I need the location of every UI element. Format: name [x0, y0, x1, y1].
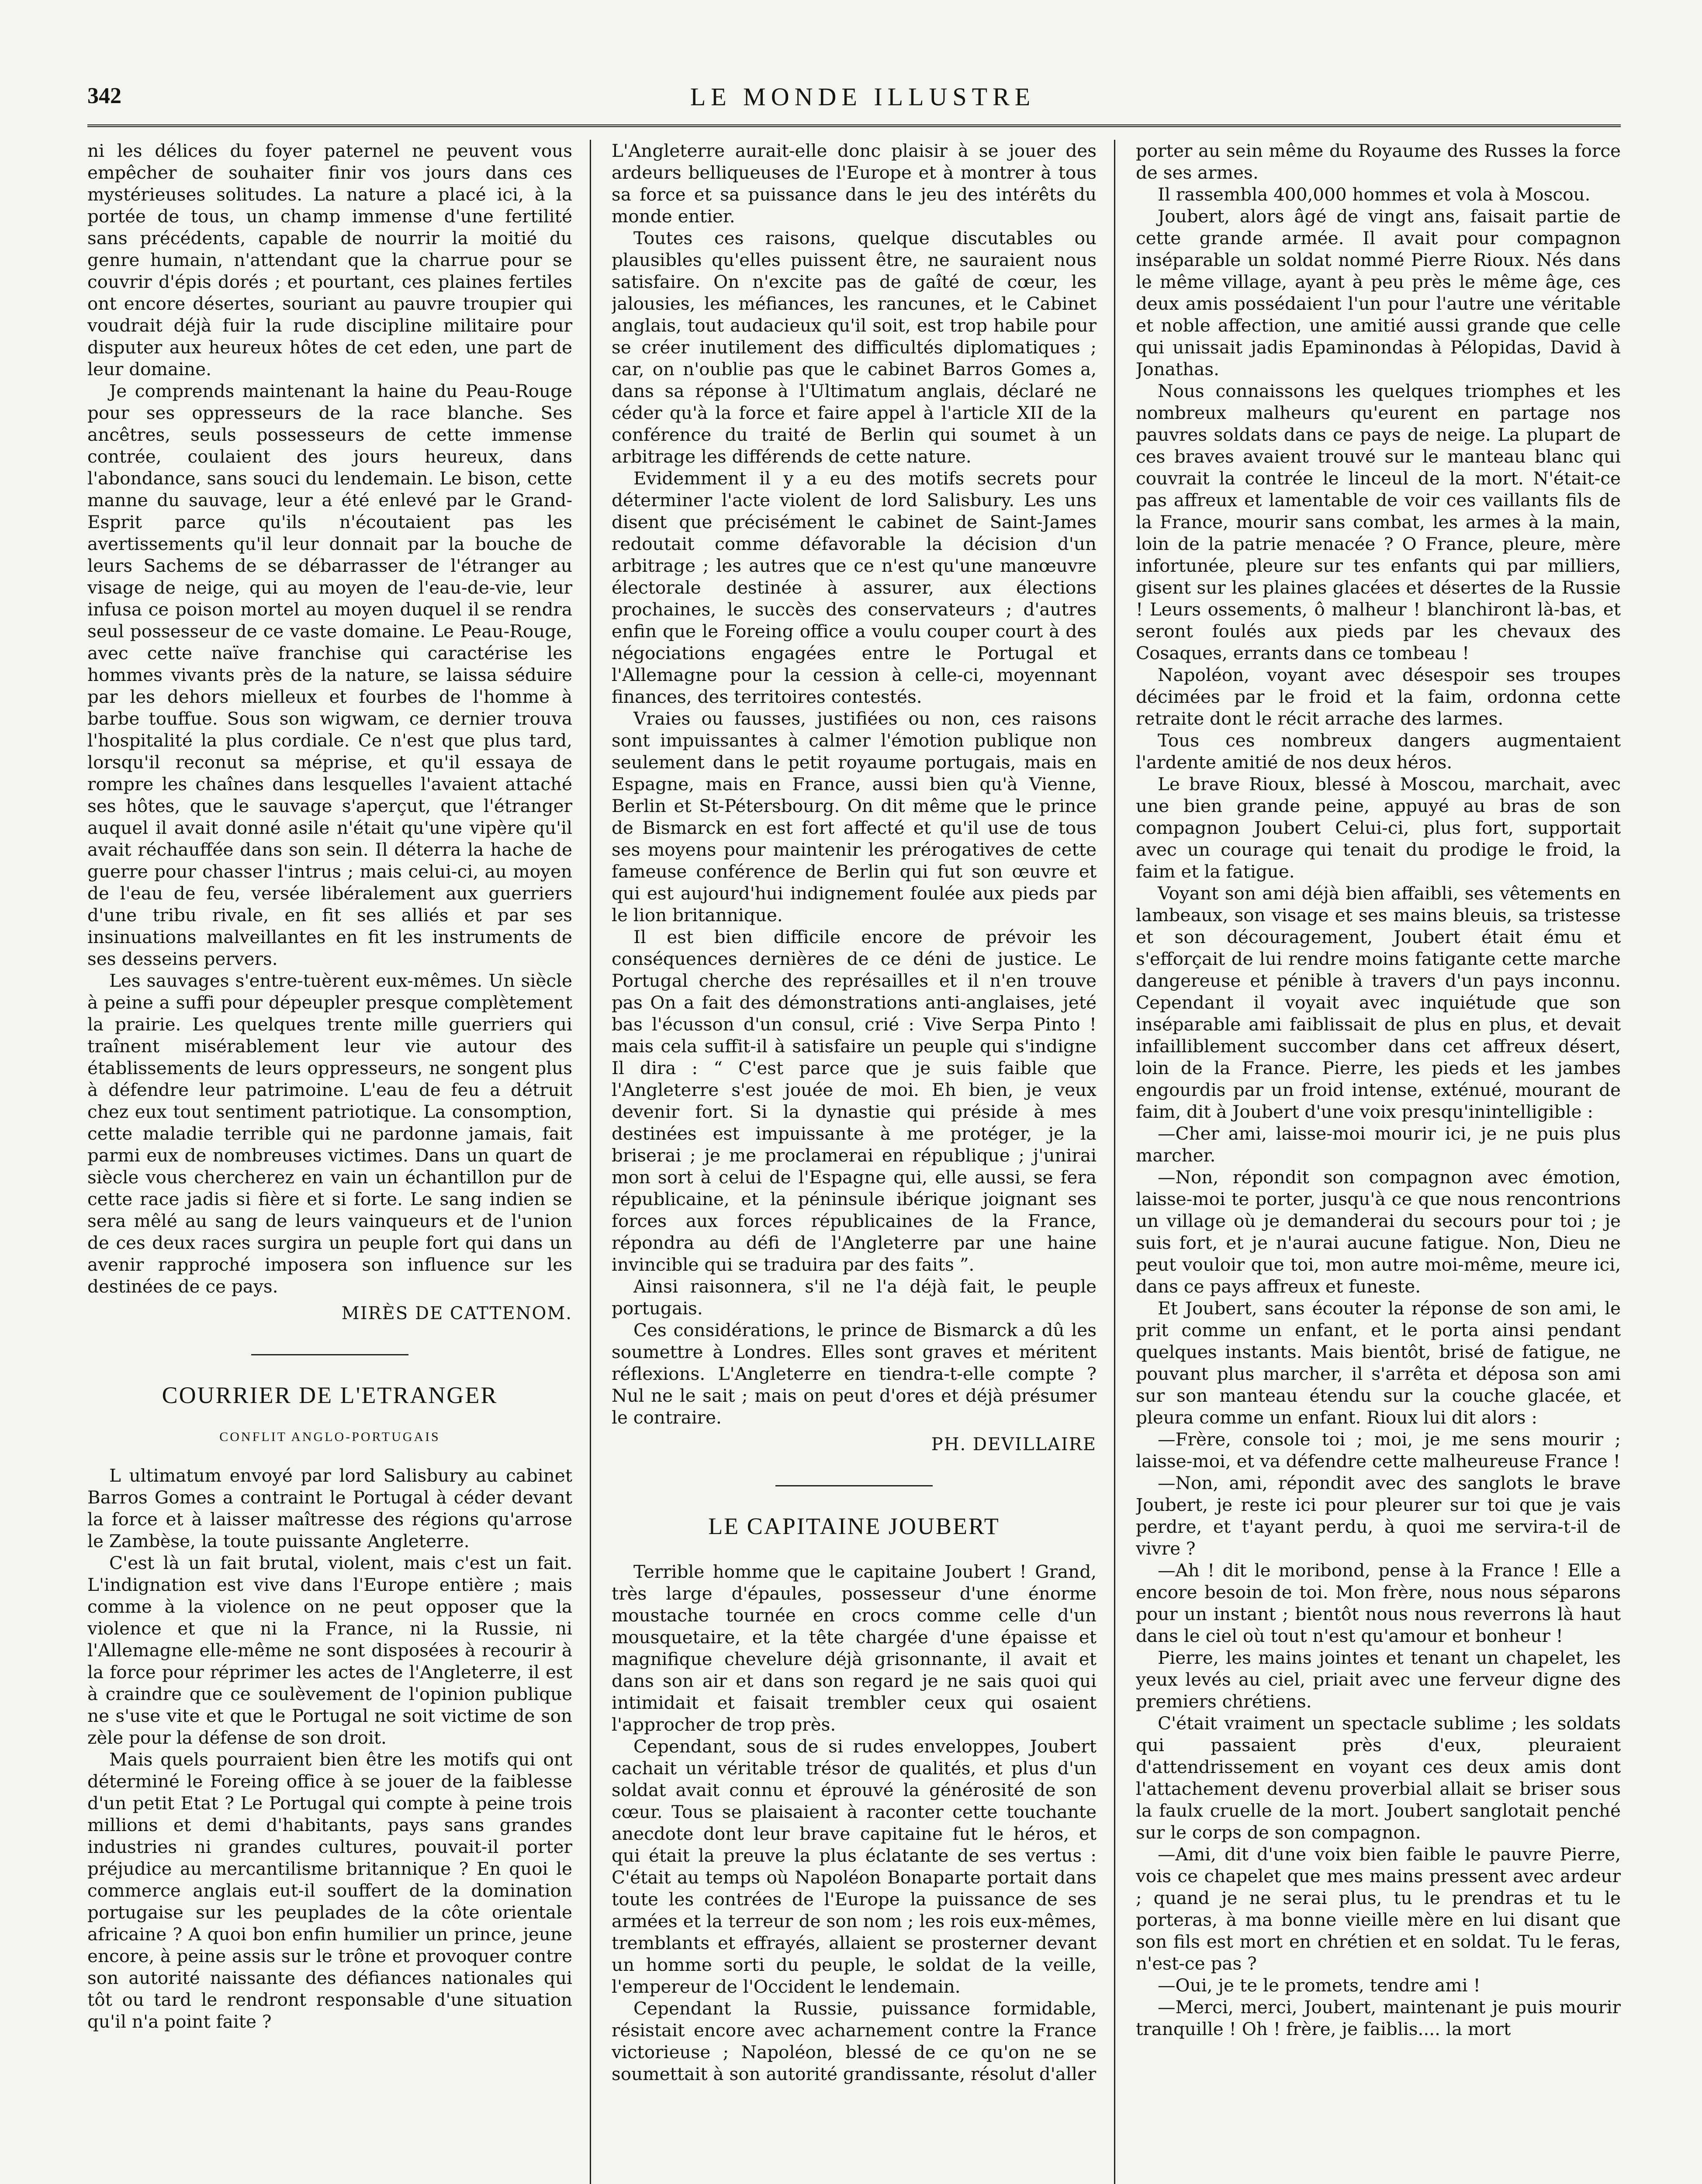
journal-title: LE MONDE ILLUSTRE: [690, 83, 1036, 111]
paragraph: L ultimatum envoyé par lord Salisbury au cabinet Barros Gomes a contraint le Portugal à céder devant la force et à laisser maîtresse des régions qu'arrose le Zambèse, la toute puissante Angleterre.: [87, 1465, 572, 1552]
paragraph: Evidemment il y a eu des motifs secrets pour déterminer l'acte violent de lord Salisbury. Les uns disent que précisément le cabinet de Saint-James redoutait comme défavorable la décision d'un arbitrage ; les autres que ce n'est qu'une manœuvre électorale destinée à assurer, aux élections prochaines, le succès des conservateurs ; d'autres enfin que le Foreing office a voulu couper court à des négociations engagées entre le Portugal et l'Allemagne pour la cession à celle-ci, moyennant finances, des territoires contestés.: [612, 468, 1097, 707]
paragraph: Cependant, sous de si rudes enveloppes, Joubert cachait un véritable trésor de qualités, et plus d'un soldat avait connu et éprouvé la générosité de son cœur. Tous se plaisaient à raconter cette touchante anecdote dont leur brave capitaine fut le héros, et qui était la preuve la plus éclatante de ses vertus : C'était au temps où Napoléon Bonaparte portait dans toute les contrées de l'Europe la puissance de ses armées et la terreur de son nom ; les rois eux-mêmes, tremblants et effrayés, allaient se prosterner devant un homme sorti du peuple, le soldat de la veille, l'empereur de l'Occident le lendemain.: [612, 1736, 1097, 1997]
paragraph: Toutes ces raisons, quelque discutables ou plausibles qu'elles puissent être, ne sauraient nous satisfaire. On n'excite pas de gaîté de cœur, les jalousies, les méfiances, les rancunes, et le Cabinet anglais, tout audacieux qu'il soit, est trop habile pour se créer inutilement des difficultés diplomatiques ; car, on n'oublie pas que le cabinet Barros Gomes a, dans sa réponse à l'Ultimatum anglais, déclaré ne céder qu'à la force et faire appel à l'article XII de la conférence du traité de Berlin qui soumet à un arbitrage les différends de cette nature.: [612, 228, 1097, 467]
column-3: [1136, 140, 1621, 2184]
paragraph: Nous connaissons les quelques triomphes et les nombreux malheurs qu'eurent en partage nos pauvres soldats dans ce pays de neige. La plupart de ces braves avaient trouvé sur le manteau blanc qui couvrait la contrée le linceul de la mort. N'était-ce pas affreux et lamentable de voir ces vaillants fils de la France, mourir sans combat, les armes à la main, loin de la patrie menacée ? O France, pleure, mère infortunée, pleure sur tes enfants qui par milliers, gisent sur les plaines glacées et désertes de la Russie ! Leurs ossements, ô malheur ! blanchiront là-bas, et seront foulés aux pieds par les chevaux des Cosaques, errants dans ce tombeau !: [1136, 380, 1621, 663]
paragraph: —Oui, je te le promets, tendre ami !: [1158, 1975, 1481, 1996]
paragraph: Les sauvages s'entre-tuèrent eux-mêmes. Un siècle à peine a suffi pour dépeupler presque complètement la prairie. Les quelques trente mille guerriers qui traînent misérablement leur vie autour des établissements de leurs oppresseurs, ne songent plus à défendre leur patrimoine. L'eau de feu a détruit chez eux tout sentiment patriotique. La consomption, cette maladie terrible qui ne pardonne jamais, fait parmi eux de nombreuses victimes. Dans un quart de siècle vous chercherez en vain un échantillon pur de cette race jadis si fière et si forte. Le sang indien se sera mêlé au sang de leurs vainqueurs et de l'union de ces deux races surgira un peuple fort qui dans un avenir rapproché imposera son influence sur les destinées de ce pays.: [87, 970, 572, 1297]
paragraph: —Merci, merci, Joubert, maintenant je puis mourir tranquille ! Oh ! frère, je faiblis.... la mort: [1136, 1997, 1621, 2039]
paragraph: Joubert, alors âgé de vingt ans, faisait partie de cette grande armée. Il avait pour compagnon inséparable un soldat nommé Pierre Rioux. Nés dans le même village, ayant à peu près le même âge, ces deux amis possédaient l'un pour l'autre une véritable et noble affection, une amitié aussi grande que celle qui unissait jadis Epaminondas à Pélopidas, David à Jonathas.: [1136, 206, 1621, 380]
paragraph: Je comprends maintenant la haine du Peau-Rouge pour ses oppresseurs de la race blanche. Ses ancêtres, seuls possesseurs de cette immense contrée, coulaient des jours heureux, dans l'abondance, sans souci du lendemain. Le bison, cette manne du sauvage, leur a été enlevé par le Grand-Esprit parce qu'ils n'écoutaient pas les avertissements qu'il leur donnait par la bouche de leurs Sachems de se débarrasser de l'étranger au visage de neige, qui au moyen de l'eau-de-vie, leur infusa ce poison mortel au moyen duquel il se rendra seul possesseur de ce vaste domaine. Le Peau-Rouge, avec cette naïve franchise qui caractérise les hommes vivants près de la nature, se laissa séduire par les dehors mielleux et fourbes de l'homme à barbe touffue. Sous son wigwam, ce dernier trouva l'hospitalité la plus cordiale. Ce n'est que plus tard, lorsqu'il reconut sa méprise, et qu'il essaya de rompre les chaînes dans lesquelles l'avaient attaché ses hôtes, que le sauvage s'aperçut, que l'étranger auquel il avait donné asile n'était qu'une vipère qu'il avait réchauffée dans son sein. Il déterra la hache de guerre pour chasser l'intrus ; mais celui-ci, au moyen de l'eau de feu, versée libéralement aux guerriers d'une tribu rivale, en fit ses alliés et par ses insinuations malveillantes en fit les instruments de ses desseins pervers.: [87, 380, 572, 969]
column-divider: [1114, 140, 1115, 2184]
paragraph: ni les délices du foyer paternel ne peuvent vous empêcher de souhaiter finir vos jours dans ces mystérieuses solitudes. La nature a placé ici, à la portée de tous, un champ immense d'une fertilité sans précédents, capable de nourrir la moitié du genre humain, n'attendant que la charrue pour se couvrir d'épis dorés ; et pourtant, ces plaines fertiles ont encore désertes, souriant au pauvre troupier qui voudrait déjà fuir la rude discipline militaire pour disputer aux heureux hôtes de cet eden, une part de leur domaine.: [87, 140, 572, 380]
paragraph: C'était vraiment un spectacle sublime ; les soldats qui passaient près d'eux, pleuraient d'attendrissement en voyant ces deux amis dont l'attachement devenu proverbial allait se briser sous la faulx cruelle de la mort. Joubert sanglotait penché sur le corps de son compagnon.: [1136, 1713, 1621, 1843]
paragraph: Et Joubert, sans écouter la réponse de son ami, le prit comme un enfant, et le porta ainsi pendant quelques instants. Mais bientôt, brisé de fatigue, ne pouvant plus marcher, il s'arrêta et déposa son ami sur son manteau étendu sur la couche glacée, et pleura comme un enfant. Rioux lui dit alors :: [1136, 1298, 1621, 1428]
paragraph: Le brave Rioux, blessé à Moscou, marchait, avec une bien grande peine, appuyé au bras de son compagnon Joubert Celui-ci, plus fort, supportait avec un courage qui tenait du prodige le froid, la faim et la fatigue.: [1136, 774, 1621, 882]
paragraph: —Non, ami, répondit avec des sanglots le brave Joubert, je reste ici pour pleurer sur toi que je vais perdre, et t'ayant perdu, à quoi me servira-t-il de vivre ?: [1136, 1472, 1621, 1559]
paragraph: Napoléon, voyant avec désespoir ses troupes décimées par le froid et la faim, ordonna cette retraite dont le récit arrache des larmes.: [1136, 664, 1621, 729]
column-2: [612, 140, 1097, 2184]
paragraph: porter au sein même du Royaume des Russes la force de ses armes.: [1136, 140, 1621, 183]
paragraph: Ces considérations, le prince de Bismarck a dû les soumettre à Londres. Elles sont graves et méritent réflexions. L'Angleterre en tiendra-t-elle compte ? Nul ne le sait ; mais on peut d'ores et déjà présumer le contraire.: [612, 1320, 1097, 1428]
paragraph: Il est bien difficile encore de prévoir les conséquences dernières de ce déni de justice. Le Portugal cherche des représailles et il n'en trouve pas On a fait des démonstrations anti-anglaises, jeté bas l'écusson d'un consul, crié : Vive Serpa Pinto ! mais cela suffit-il à satisfaire un peuple qui s'indigne Il dira : “ C'est parce que je suis faible que l'Angleterre s'est jouée de moi. Eh bien, je veux devenir fort. Si la dynastie qui préside à mes destinées est impuissante à me protéger, je la briserai ; je me proclamerai en république ; j'unirai mon sort à celui de l'Espagne qui, elle aussi, se fera républicaine, et la péninsule ibérique joignant ses forces aux forces républicaines de la France, répondra au défi de l'Angleterre par une haine invincible qui se traduira par des faits ”.: [612, 926, 1097, 1275]
paragraph: C'est là un fait brutal, violent, mais c'est un fait. L'indignation est vive dans l'Europe entière ; mais comme à la violence on ne peut opposer que la violence et que ni la France, ni la Russie, ni l'Allemagne elle-même ne sont disposées à recourir à la force pour réprimer les actes de l'Angleterre, il est à craindre que ce soulèvement de l'opinion publique ne s'use vite et que le Portugal ne soit victime de son zèle pour la défense de son droit.: [87, 1552, 572, 1748]
paragraph: Terrible homme que le capitaine Joubert ! Grand, très large d'épaules, possesseur d'une énorme moustache tournée en crocs comme celle d'un mousquetaire, et la tête chargée d'une épaisse et magnifique chevelure déjà grisonnante, il avait et dans son air et dans son regard je ne sais quoi qui intimidait et faisait trembler ceux qui osaient l'approcher de trop près.: [612, 1561, 1097, 1735]
newspaper-page: [87, 66, 1621, 2184]
page-number: 342: [87, 83, 121, 108]
section-title: LE CAPITAINE JOUBERT: [708, 1513, 1000, 1539]
section-subtitle: CONFLIT ANGLO-PORTUGAIS: [219, 1430, 440, 1444]
paragraph: —Ah ! dit le moribond, pense à la France ! Elle a encore besoin de toi. Mon frère, nous nous séparons pour un instant ; bientôt nous nous reverrons là haut dans le ciel où tout n'est qu'amour et bonheur !: [1136, 1560, 1621, 1646]
column-divider: [590, 140, 591, 2184]
paragraph: —Cher ami, laisse-moi mourir ici, je ne puis plus marcher.: [1136, 1123, 1621, 1166]
section-divider: [775, 1485, 933, 1486]
article-signature: MIRÈS DE CATTENOM.: [341, 1303, 572, 1324]
paragraph: Vraies ou fausses, justifiées ou non, ces raisons sont impuissantes à calmer l'émotion publique non seulement dans le petit royaume portugais, mais en Espagne, mais en France, aussi bien qu'à Vienne, Berlin et St-Pétersbourg. On dit même que le prince de Bismarck en est fort affecté et qu'il use de tous ses moyens pour maintenir les prérogatives de cette fameuse conférence de Berlin qui fut son œuvre et qui est aujourd'hui indignement foulée aux pieds par le lion britannique.: [612, 708, 1097, 926]
column-1: [87, 140, 572, 2184]
section-title: COURRIER DE L'ETRANGER: [162, 1382, 498, 1408]
paragraph: —Ami, dit d'une voix bien faible le pauvre Pierre, vois ce chapelet que mes mains pressent avec ardeur ; quand je ne serai plus, tu le prendras et tu le porteras, à ma bonne vieille mère en lui disant que son fils est mort en chrétien et en soldat. Tu le feras, n'est-ce pas ?: [1136, 1844, 1621, 1974]
paragraph: Voyant son ami déjà bien affaibli, ses vêtements en lambeaux, son visage et ses mains bleuis, sa tristesse et son découragement, Joubert était ému et s'efforçait de lui rendre moins fatigante cette marche dangereuse et pénible à travers d'un pays inconnu. Cependant il voyait avec inquiétude que son inséparable ami faiblissait de plus en plus, et devait infailliblement succomber dans cet affreux désert, loin de la France. Pierre, les pieds et les jambes engourdis par un froid intense, exténué, mourant de faim, dit à Joubert d'une voix presqu'inintelligible :: [1136, 883, 1621, 1122]
paragraph: —Non, répondit son compagnon avec émotion, laisse-moi te porter, jusqu'à ce que nous rencontrions un village où je demanderai du secours pour toi ; je suis fort, et je n'aurai aucune fatigue. Non, Dieu ne peut vouloir que toi, mon autre moi-même, meure ici, dans ce pays affreux et funeste.: [1136, 1167, 1621, 1297]
paragraph: Tous ces nombreux dangers augmentaient l'ardente amitié de nos deux héros.: [1136, 730, 1621, 773]
header-rule: [87, 124, 1621, 127]
section-divider: [251, 1354, 408, 1355]
paragraph: Cependant la Russie, puissance formidable, résistait encore avec acharnement contre la France victorieuse ; Napoléon, blessé de ce qu'on ne se soumettait à son autorité grandissante, résolut d'aller: [612, 1998, 1097, 2084]
paragraph: Mais quels pourraient bien être les motifs qui ont déterminé le Foreing office à se jouer de la faiblesse d'un petit Etat ? Le Portugal qui compte à peine trois millions et demi d'habitants, pays sans grandes industries ni grandes cultures, pouvait-il porter préjudice au mercantilisme britannique ? En quoi le commerce anglais eut-il souffert de la domination portugaise sur les peuplades de la côte orientale africaine ? A quoi bon enfin humilier un prince, jeune encore, à peine assis sur le trône et provoquer contre son autorité naissante des défiances nationales qui tôt ou tard le rendront responsable d'une situation qu'il n'a point faite ?: [87, 1749, 572, 2032]
page-header: [87, 66, 1621, 127]
paragraph: Ainsi raisonnera, s'il ne l'a déjà fait, le peuple portugais.: [612, 1276, 1097, 1319]
paragraph: L'Angleterre aurait-elle donc plaisir à se jouer des ardeurs belliqueuses de l'Europe et à montrer à tous sa force et sa puissance dans le jeu des intérêts du monde entier.: [612, 140, 1097, 227]
paragraph: —Frère, console toi ; moi, je me sens mourir ; laisse-moi, et va défendre cette malheureuse France !: [1136, 1429, 1621, 1472]
article-columns: [87, 140, 1621, 2184]
paragraph: Pierre, les mains jointes et tenant un chapelet, les yeux levés au ciel, priait avec une ferveur digne des premiers chrétiens.: [1136, 1647, 1621, 1712]
article-signature: PH. DEVILLAIRE: [931, 1434, 1097, 1455]
paragraph: Il rassembla 400,000 hommes et vola à Moscou.: [1158, 184, 1591, 205]
